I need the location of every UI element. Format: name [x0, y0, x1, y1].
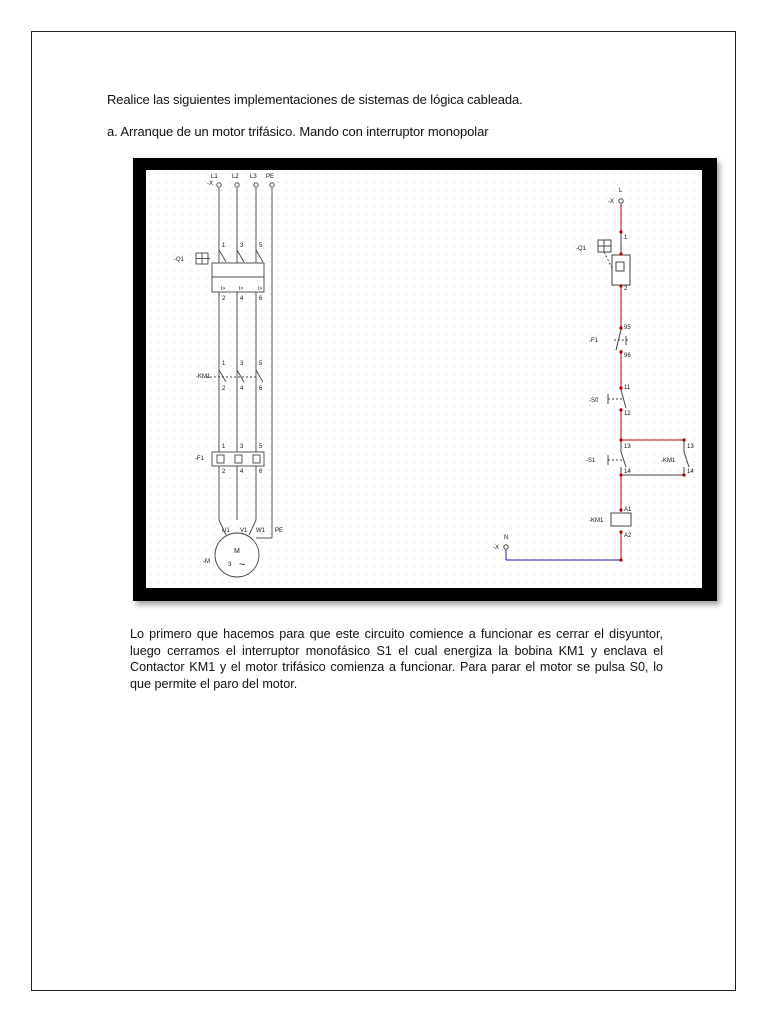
- overload-terminal-2: 2: [222, 469, 226, 475]
- overload-contact-terminal-96: 96: [624, 353, 631, 359]
- motor-phases: 3: [228, 562, 232, 568]
- control-circuit: [504, 199, 689, 562]
- control-supply-label: L: [619, 188, 623, 194]
- overload-contact-terminal-95: 95: [624, 325, 631, 331]
- contactor-terminal-4: 4: [240, 386, 244, 392]
- motor-terminal-v1: V1: [240, 528, 248, 534]
- schematic-figure-frame: [133, 158, 717, 601]
- coil-tag: -KM1: [589, 518, 604, 524]
- wiring-schematic: [146, 170, 702, 588]
- control-breaker-terminal-1: 1: [624, 235, 628, 241]
- phase-label-l3: L3: [250, 174, 257, 180]
- motor-terminal-pe: PE: [275, 528, 284, 534]
- contactor-terminal-2: 2: [222, 386, 226, 392]
- motor-terminal-w1: W1: [256, 528, 265, 534]
- breaker-terminal-6: 6: [259, 296, 263, 302]
- overload-contact-tag: -F1: [589, 338, 598, 344]
- breaker-terminal-3: 3: [240, 243, 244, 249]
- breaker-rating-3: I>: [258, 286, 263, 292]
- breaker-terminal-1: 1: [222, 243, 226, 249]
- stop-button-terminal-11: 11: [624, 385, 631, 391]
- control-breaker-tag: -Q1: [576, 246, 587, 252]
- contactor-terminal-3: 3: [240, 361, 244, 367]
- overload-tag: -F1: [195, 456, 204, 462]
- neutral-tag: -X: [493, 545, 499, 551]
- contactor-terminal-6: 6: [259, 386, 263, 392]
- breaker-terminal-4: 4: [240, 296, 244, 302]
- earth-label-pe: PE: [266, 174, 275, 180]
- motor-terminal-u1: U1: [222, 528, 230, 534]
- switch-s1-tag: -S1: [586, 458, 596, 464]
- overload-terminal-6: 6: [259, 469, 263, 475]
- phase-label-l2: L2: [232, 174, 239, 180]
- motor-tag: -M: [203, 559, 210, 565]
- power-supply-tag: -X: [207, 181, 213, 187]
- breaker-rating-2: I>: [239, 286, 244, 292]
- contactor-terminal-5: 5: [259, 361, 263, 367]
- overload-terminal-5: 5: [259, 444, 263, 450]
- breaker-terminal-5: 5: [259, 243, 263, 249]
- phase-label-l1: L1: [211, 174, 218, 180]
- hold-contact-tag: -KM1: [661, 458, 676, 464]
- contactor-terminal-1: 1: [222, 361, 226, 367]
- coil-terminal-a2: A2: [624, 533, 632, 539]
- breaker-rating-1: I>: [221, 286, 226, 292]
- document-subheading: a. Arranque de un motor trifásico. Mando con interruptor monopolar: [107, 124, 489, 139]
- stop-button-tag: -S0: [589, 398, 599, 404]
- power-circuit-labels: [174, 174, 283, 571]
- hold-contact-terminal-14: 14: [687, 469, 694, 475]
- control-circuit-labels: [493, 188, 694, 551]
- switch-s1-terminal-13: 13: [624, 444, 631, 450]
- stop-button-terminal-12: 12: [624, 411, 631, 417]
- control-supply-tag: -X: [608, 199, 614, 205]
- motor-symbol: M: [234, 548, 240, 555]
- document-heading: Realice las siguientes implementaciones de sistemas de lógica cableada.: [107, 92, 523, 107]
- switch-s1-terminal-14: 14: [624, 469, 631, 475]
- coil-terminal-a1: A1: [624, 507, 632, 513]
- contactor-tag: -KM1: [196, 374, 211, 380]
- neutral-label: N: [504, 535, 509, 541]
- motor-ac-symbol: ~: [239, 559, 246, 571]
- overload-terminal-4: 4: [240, 469, 244, 475]
- description-paragraph: Lo primero que hacemos para que este circuito comience a funcionar es cerrar el disyuntor, luego cerramos el interruptor monofásico S1 el cual energiza la bobina KM1 y enclava el Contactor KM1 y el motor trifásico comienza a funcionar. Para parar el motor se pulsa S0, lo que permite el paro del motor.: [130, 627, 663, 691]
- breaker-terminal-2: 2: [222, 296, 226, 302]
- control-breaker-terminal-2: 2: [624, 286, 628, 292]
- overload-terminal-3: 3: [240, 444, 244, 450]
- breaker-tag: -Q1: [174, 257, 185, 263]
- hold-contact-terminal-13: 13: [687, 444, 694, 450]
- schematic-canvas: [146, 170, 702, 588]
- overload-terminal-1: 1: [222, 444, 226, 450]
